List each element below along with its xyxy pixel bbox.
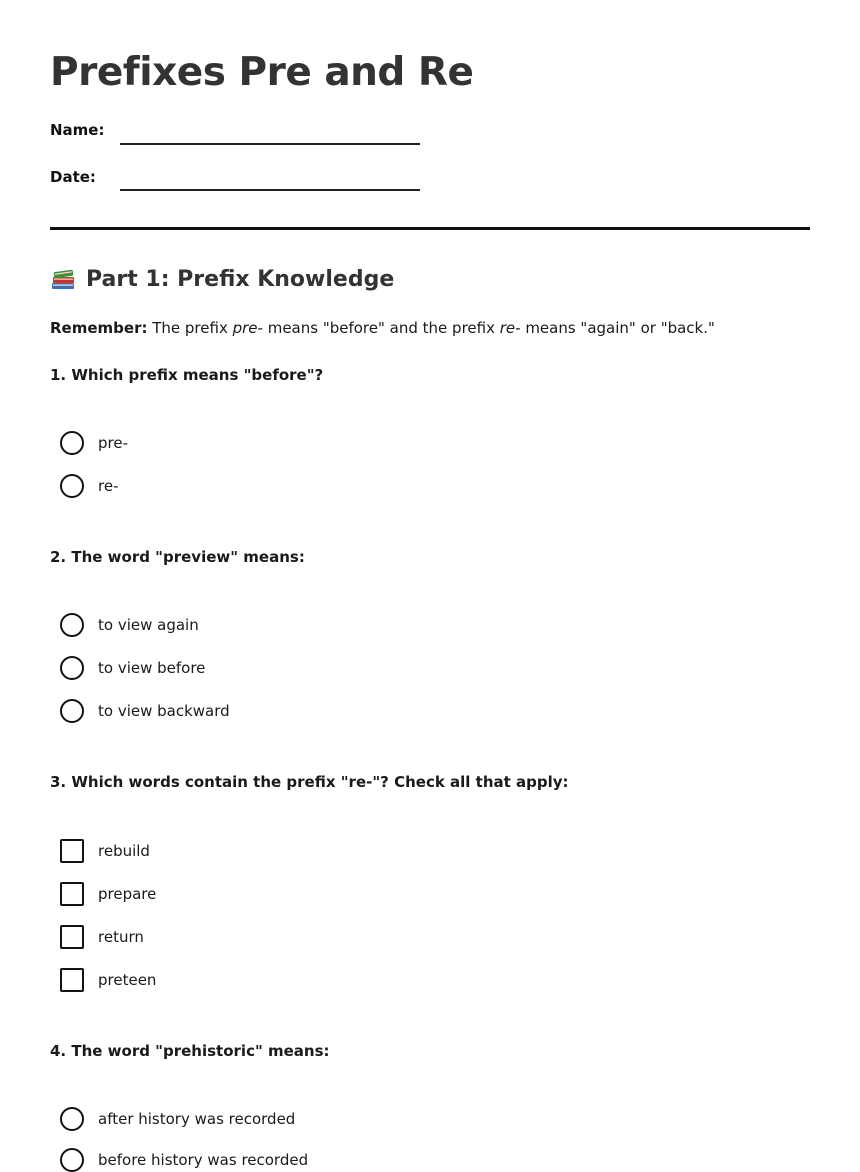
radio-button[interactable] xyxy=(60,656,84,680)
reminder-part-3: means "again" or "back." xyxy=(520,319,715,337)
option-label: to view before xyxy=(98,659,206,677)
option-label: rebuild xyxy=(98,842,150,860)
checkbox[interactable] xyxy=(60,882,84,906)
reminder-text xyxy=(50,319,715,337)
q2-option-2[interactable] xyxy=(60,656,205,680)
q2-option-1[interactable] xyxy=(60,613,199,637)
reminder-pre: pre- xyxy=(232,319,263,337)
books-icon xyxy=(50,266,76,292)
option-label: before history was recorded xyxy=(98,1151,309,1169)
option-label: after history was recorded xyxy=(98,1110,296,1128)
q2-option-3[interactable] xyxy=(60,699,230,723)
q1-option-pre[interactable] xyxy=(60,431,128,455)
name-label: Name: xyxy=(50,121,105,139)
q3-option-1[interactable] xyxy=(60,839,150,863)
checkbox[interactable] xyxy=(60,839,84,863)
option-label: return xyxy=(98,928,144,946)
part1-heading-text: Part 1: Prefix Knowledge xyxy=(86,266,395,292)
radio-button[interactable] xyxy=(60,613,84,637)
question-1-text: 1. Which prefix means "before"? xyxy=(50,366,324,384)
reminder-part-1: The prefix xyxy=(147,319,233,337)
option-label: preteen xyxy=(98,971,157,989)
name-field[interactable] xyxy=(120,143,420,145)
option-label: to view again xyxy=(98,616,199,634)
q1-option-re[interactable] xyxy=(60,474,118,498)
radio-button[interactable] xyxy=(60,699,84,723)
part1-heading xyxy=(50,266,394,292)
q4-option-2[interactable] xyxy=(60,1148,308,1172)
radio-button[interactable] xyxy=(60,1107,84,1131)
worksheet-title: Prefixes Pre and Re xyxy=(50,50,474,95)
reminder-label: Remember: xyxy=(50,319,148,337)
date-field[interactable] xyxy=(120,189,420,191)
question-2-text: 2. The word "preview" means: xyxy=(50,548,305,566)
question-4-text: 4. The word "prehistoric" means: xyxy=(50,1042,330,1060)
date-label: Date: xyxy=(50,168,96,186)
reminder-re: re- xyxy=(499,319,521,337)
q4-option-1[interactable] xyxy=(60,1107,295,1131)
checkbox[interactable] xyxy=(60,968,84,992)
q3-option-3[interactable] xyxy=(60,925,144,949)
option-label: pre- xyxy=(98,434,128,452)
reminder-part-2: means "before" and the prefix xyxy=(262,319,500,337)
q3-option-4[interactable] xyxy=(60,968,156,992)
radio-button[interactable] xyxy=(60,431,84,455)
option-label: to view backward xyxy=(98,702,230,720)
question-3-text: 3. Which words contain the prefix "re-"? Check all that apply: xyxy=(50,773,569,791)
q3-option-2[interactable] xyxy=(60,882,156,906)
option-label: prepare xyxy=(98,885,157,903)
header-divider xyxy=(50,227,810,230)
checkbox[interactable] xyxy=(60,925,84,949)
radio-button[interactable] xyxy=(60,474,84,498)
radio-button[interactable] xyxy=(60,1148,84,1172)
option-label: re- xyxy=(98,477,119,495)
